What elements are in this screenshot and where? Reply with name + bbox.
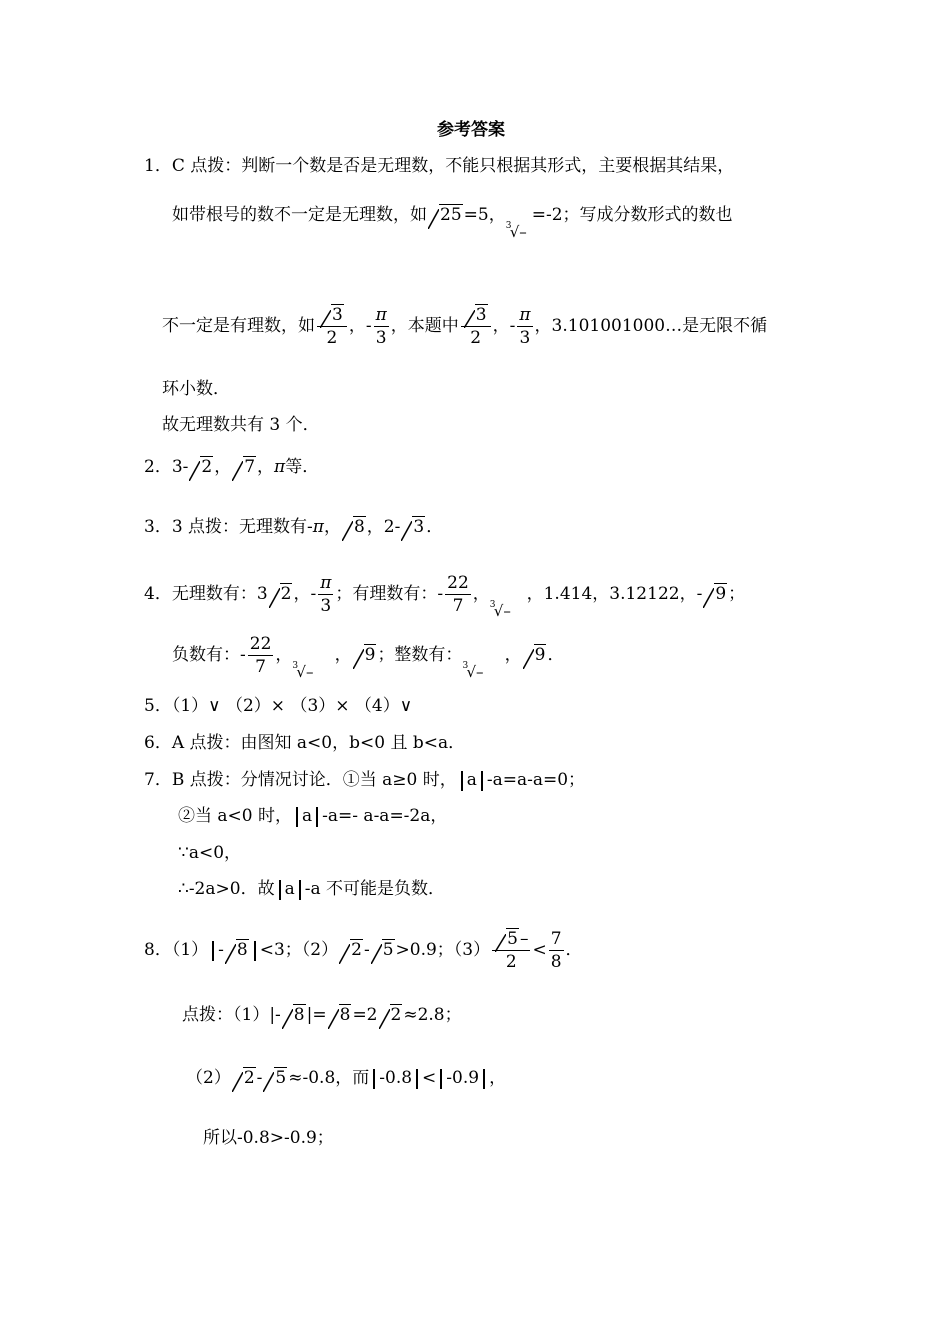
- q8-line1: 8．（1） - 8 <3；（2） 2 - 5 >0.9；（3） $\frac{5 -}{2}$ < $\frac{7}{8}$ ．: [144, 929, 583, 972]
- q1-line2: 如带根号的数不一定是无理数，如 25 =5， 3 √– =-2；写成分数形式的数也: [172, 205, 733, 241]
- sqrt-25: 25: [428, 203, 463, 227]
- q4-line2: 负数有：- $\frac{22}{7}$ ， 3 √– ， 9 ；整数有： 3 √– ， 9 ．: [172, 634, 565, 681]
- frac-pi-over-3: $\frac{\pi}{3}$: [519, 305, 531, 348]
- q1-line2-text: 如带根号的数不一定是无理数，如: [172, 205, 427, 225]
- q7-line2: ②当 a<0 时， a -a=- a-a=-2a，: [178, 806, 448, 826]
- q4-line1: 4．无理数有：3 2 ，- $\frac{\pi}{3}$ ；有理数有：- $\frac{22}{7}$ ， 3 √– ，1.414，3.12122，- 9 ；: [144, 573, 746, 620]
- page-title: 参考答案: [437, 120, 505, 140]
- q2: 2．3- 2 ， 7 ，π等．: [144, 457, 320, 477]
- frac-pi-over-3: $\frac{\pi}{3}$: [375, 305, 387, 348]
- q1-line1: 1．C 点拨：判断一个数是否是无理数，不能只根据其形式，主要根据其结果，: [144, 156, 735, 176]
- q3: 3．3 点拨：无理数有-π， 8 ，2- 3 ．: [144, 517, 444, 537]
- q7-line3: ∵a<0，: [178, 843, 242, 863]
- q1-line4: 环小数．: [162, 379, 230, 399]
- q8-hint2: （2） 2 - 5 ≈-0.8，而 -0.8 < -0.9 ，: [186, 1068, 507, 1088]
- q8-hint3: 所以-0.8>-0.9；: [203, 1128, 334, 1148]
- frac-sqrt3-over-2: $\frac{3}{2}$: [317, 304, 347, 349]
- q8-hint1: 点拨：（1）|- 8 |= 8 =2 2 ≈2.8；: [182, 1005, 462, 1025]
- q6: 6．A 点拨：由图知 a<0，b<0 且 b<a．: [144, 733, 466, 753]
- q1-line5: 故无理数共有 3 个．: [162, 415, 320, 435]
- q5: 5．（1）∨ （2）× （3）× （4）∨: [144, 696, 413, 716]
- q7-line4: ∴-2a>0．故 a -a 不可能是负数．: [178, 879, 446, 899]
- q7-line1: 7．B 点拨：分情况讨论．①当 a≥0 时， a -a=a-a=0；: [144, 770, 586, 790]
- frac-sqrt3-over-2: $\frac{3}{2}$: [461, 304, 491, 349]
- q1-line3: 不一定是有理数，如 $\frac{3}{2}$ ，- $\frac{\pi}{3}$ ，本题中 $\frac{3}{2}$ ，- $\frac{\pi}{3}$ ，3.101001000…是无限不循: [162, 305, 768, 348]
